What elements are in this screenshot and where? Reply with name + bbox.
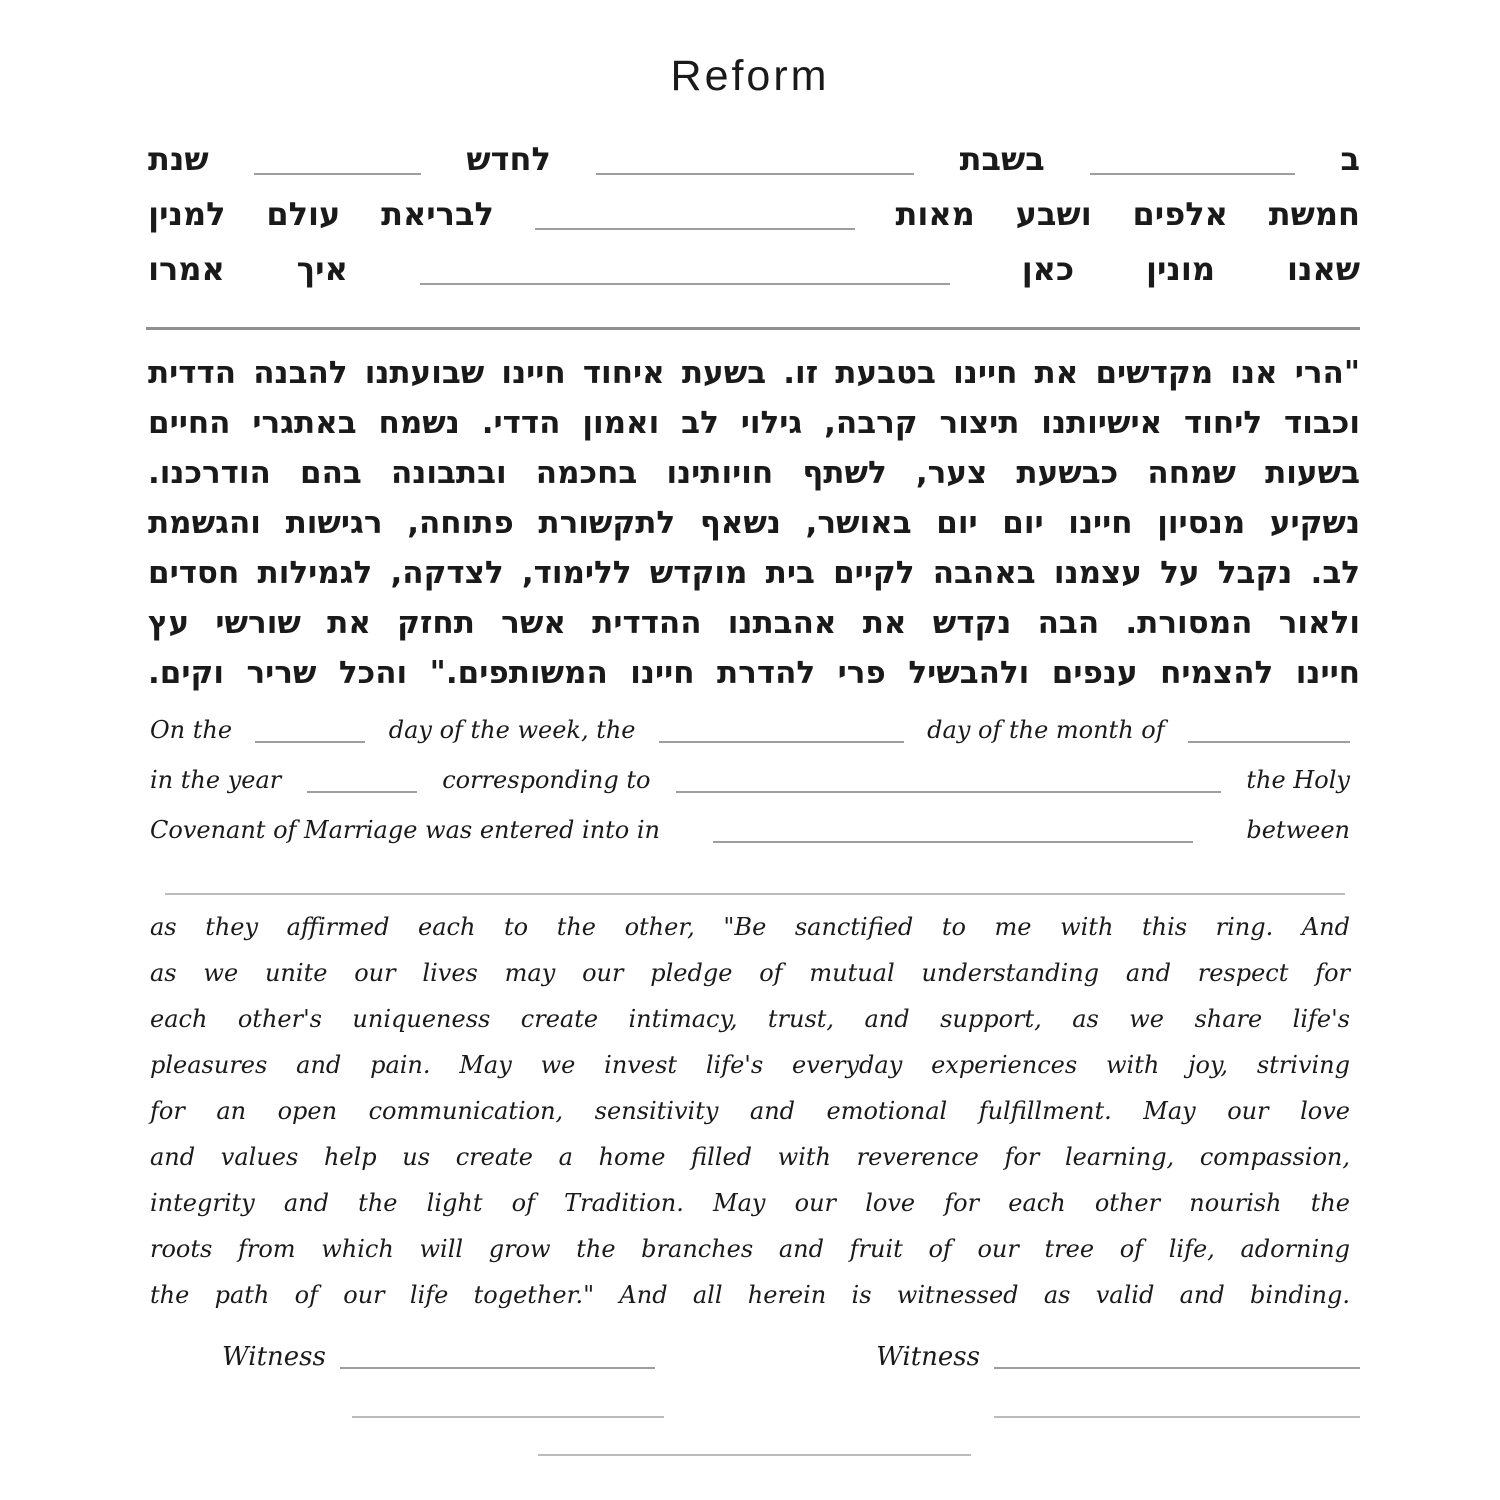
english-date-line-3	[150, 816, 1350, 866]
witness-right-signature-blank	[994, 1362, 1360, 1369]
section-divider-line	[146, 327, 1360, 330]
form-text: אלפים	[1132, 195, 1228, 233]
hebrew-date-section	[148, 140, 1360, 305]
paragraph-line: for an open communication, sensitivity and emotional fulfillment. May our love	[150, 1097, 1350, 1125]
witness-left-label: Witness	[222, 1342, 326, 1372]
fill-in-blank	[254, 168, 421, 175]
form-text: in the year	[150, 766, 282, 794]
form-text: לבריאת	[381, 195, 494, 233]
paragraph-line: pleasures and pain. May we invest life's everyday experiences with joy, striving	[150, 1051, 1350, 1079]
hebrew-date-line-3	[148, 250, 1360, 305]
fill-in-blank	[535, 223, 855, 230]
witness-right-column	[867, 1416, 1360, 1418]
witness-left-column	[222, 1416, 664, 1418]
fill-in-blank	[420, 278, 950, 285]
fill-in-blank	[713, 836, 1193, 843]
paragraph-line: חיינו להצמיח ענפים ולהבשיל פרי להדרת חיינו המשותפים." והכל שריר וקים.	[148, 655, 1360, 691]
english-date-line-1	[150, 716, 1350, 766]
paragraph-line: לב. נקבל על עצמנו באהבה לקיים בית מוקדש ללימוד, לצדקה, לגמילות חסדים	[148, 555, 1360, 591]
witness-right-label: Witness	[876, 1342, 980, 1372]
paragraph-line: roots from which will grow the branches and fruit of our tree of life, adorning	[150, 1235, 1350, 1263]
paragraph-line: the path of our life together." And all herein is witnessed as valid and binding.	[150, 1281, 1350, 1309]
fill-in-blank	[307, 786, 417, 793]
witness-left-signature-blank	[340, 1362, 655, 1369]
form-text: עולם	[266, 195, 341, 233]
paragraph-line: "הרי אנו מקדשים את חיינו בטבעת זו. בשעת איחוד חיינו שבועתנו להבנה הדדית	[148, 355, 1360, 391]
paragraph-line: as they affirmed each to the other, "Be sanctified to me with this ring. And	[150, 913, 1350, 941]
english-vow-paragraph	[150, 904, 1350, 1318]
witness-left-second-blank	[352, 1416, 664, 1418]
couple-names-blank	[165, 893, 1345, 895]
form-text: כאן	[1021, 250, 1075, 288]
form-text: לחדש	[466, 140, 551, 178]
witness-right-group	[876, 1342, 1360, 1372]
form-text: Covenant of Marriage was entered into in	[150, 816, 660, 844]
paragraph-line: integrity and the light of Tradition. May our love for each other nourish the	[150, 1189, 1350, 1217]
witness-second-blank-row	[148, 1416, 1360, 1418]
english-date-line-2	[150, 766, 1350, 816]
form-text: between	[1246, 816, 1350, 844]
form-text: ושבע	[1015, 195, 1092, 233]
form-text: On the	[150, 716, 233, 744]
witness-signature-row	[148, 1342, 1360, 1372]
form-text: ב	[1340, 140, 1360, 178]
paragraph-line: as we unite our lives may our pledge of mutual understanding and respect for	[150, 959, 1350, 987]
officiant-blank-row	[148, 1454, 1360, 1456]
form-text: בשבת	[959, 140, 1045, 178]
fill-in-blank	[659, 736, 904, 743]
paragraph-line: וכבוד ליחוד אישיותנו תיצור קרבה, גילוי לב ואמון הדדי. נשמח באתגרי החיים	[148, 405, 1360, 441]
paragraph-line: בשעות שמחה כבשעת צער, לשתף חויותינו בחכמה ובתבונה בהם הודרכנו.	[148, 455, 1360, 491]
paragraph-line: each other's uniqueness create intimacy, trust, and support, as we share life's	[150, 1005, 1350, 1033]
form-text: corresponding to	[442, 766, 651, 794]
hebrew-date-line-1	[148, 140, 1360, 195]
paragraph-line: ולאור המסורת. הבה נקדש את אהבתנו ההדדית אשר תחזק את שורשי עץ	[148, 605, 1360, 641]
fill-in-blank	[1188, 736, 1350, 743]
form-text: שאנו	[1286, 250, 1360, 288]
form-text: day of the week, the	[388, 716, 636, 744]
officiant-signature-blank	[538, 1454, 971, 1456]
form-text: חמשת	[1268, 195, 1360, 233]
document-title: Reform	[670, 52, 830, 100]
hebrew-date-line-2	[148, 195, 1360, 250]
form-text: the Holy	[1246, 766, 1350, 794]
witness-right-second-blank	[994, 1416, 1360, 1418]
paragraph-line: נשקיע מנסיון חיינו יום יום באושר, נשאף לתקשורת פתוחה, רגישות והגשמת	[148, 505, 1360, 541]
paragraph-line: and values help us create a home filled with reverence for learning, compassion,	[150, 1143, 1350, 1171]
fill-in-blank	[596, 168, 914, 175]
form-text: שנת	[148, 140, 209, 178]
form-text: day of the month of	[927, 716, 1165, 744]
fill-in-blank	[255, 736, 365, 743]
form-text: למנין	[148, 195, 226, 233]
form-text: מאות	[895, 195, 975, 233]
witness-left-group	[222, 1342, 655, 1372]
fill-in-blank	[676, 786, 1221, 793]
form-text: אמרו	[148, 250, 225, 288]
hebrew-vow-paragraph	[148, 348, 1360, 698]
fill-in-blank	[1090, 168, 1295, 175]
form-text: מונין	[1146, 250, 1216, 288]
form-text: איך	[296, 250, 348, 288]
english-date-section	[150, 716, 1350, 866]
